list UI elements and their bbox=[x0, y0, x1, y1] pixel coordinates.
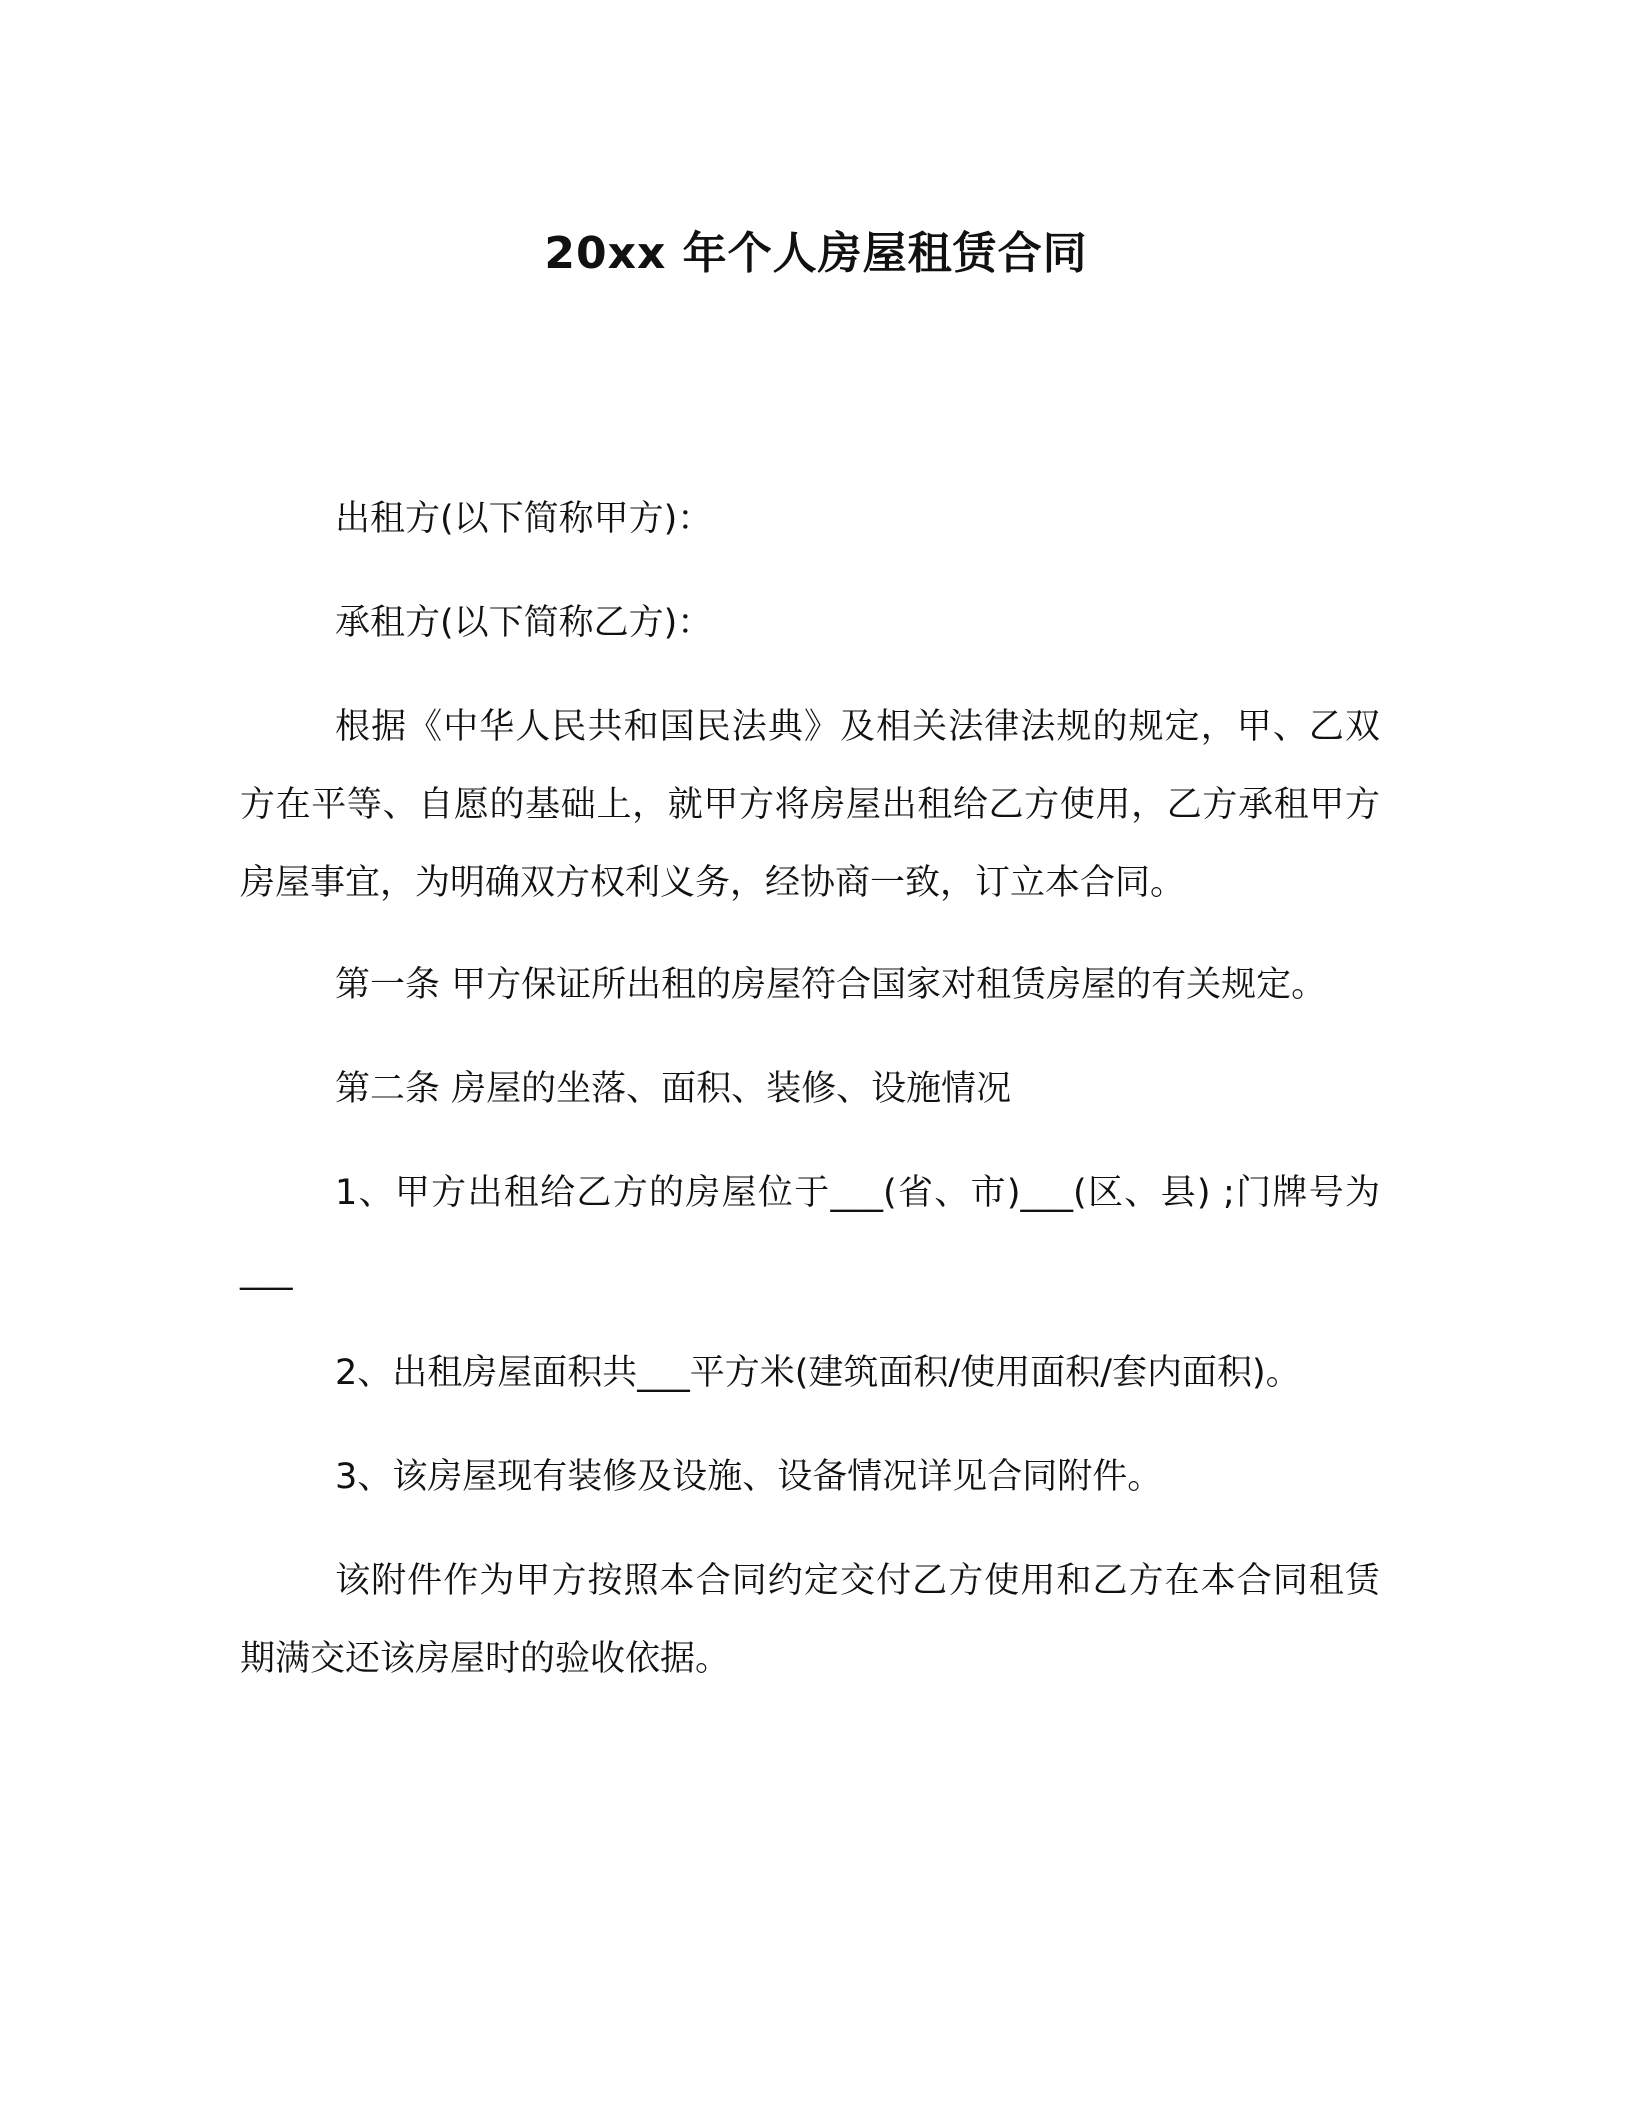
lessee-line: 承租方(以下简称乙方)： bbox=[335, 603, 713, 643]
lessor-line: 出租方(以下简称甲方)： bbox=[335, 499, 713, 539]
document-title: 20xx 年个人房屋租赁合同 bbox=[544, 228, 1088, 279]
clause-2-area: 2、出租房屋面积共___平方米(建筑面积/使用面积/套内面积)。 bbox=[335, 1353, 1301, 1393]
attachment-paragraph: 该附件作为甲方按照本合同约定交付乙方使用和乙方在本合同租赁期满交还该房屋时的验收依据。 bbox=[240, 1561, 1380, 1679]
clause-1-location: 1、甲方出租给乙方的房屋位于___(省、市)___(区、县) ;门牌号为___ bbox=[240, 1173, 1380, 1291]
clause-3-facilities: 3、该房屋现有装修及设施、设备情况详见合同附件。 bbox=[335, 1457, 1163, 1497]
article-two-heading: 第二条 房屋的坐落、面积、装修、设施情况 bbox=[335, 1069, 1012, 1109]
preamble-paragraph: 根据《中华人民共和国民法典》及相关法律法规的规定，甲、乙双方在平等、自愿的基础上，就甲方将房屋出租给乙方使用，乙方承租甲方房屋事宜，为明确双方权利义务，经协商一致，订立本合同。 bbox=[240, 707, 1380, 903]
article-one: 第一条 甲方保证所出租的房屋符合国家对租赁房屋的有关规定。 bbox=[335, 965, 1327, 1005]
